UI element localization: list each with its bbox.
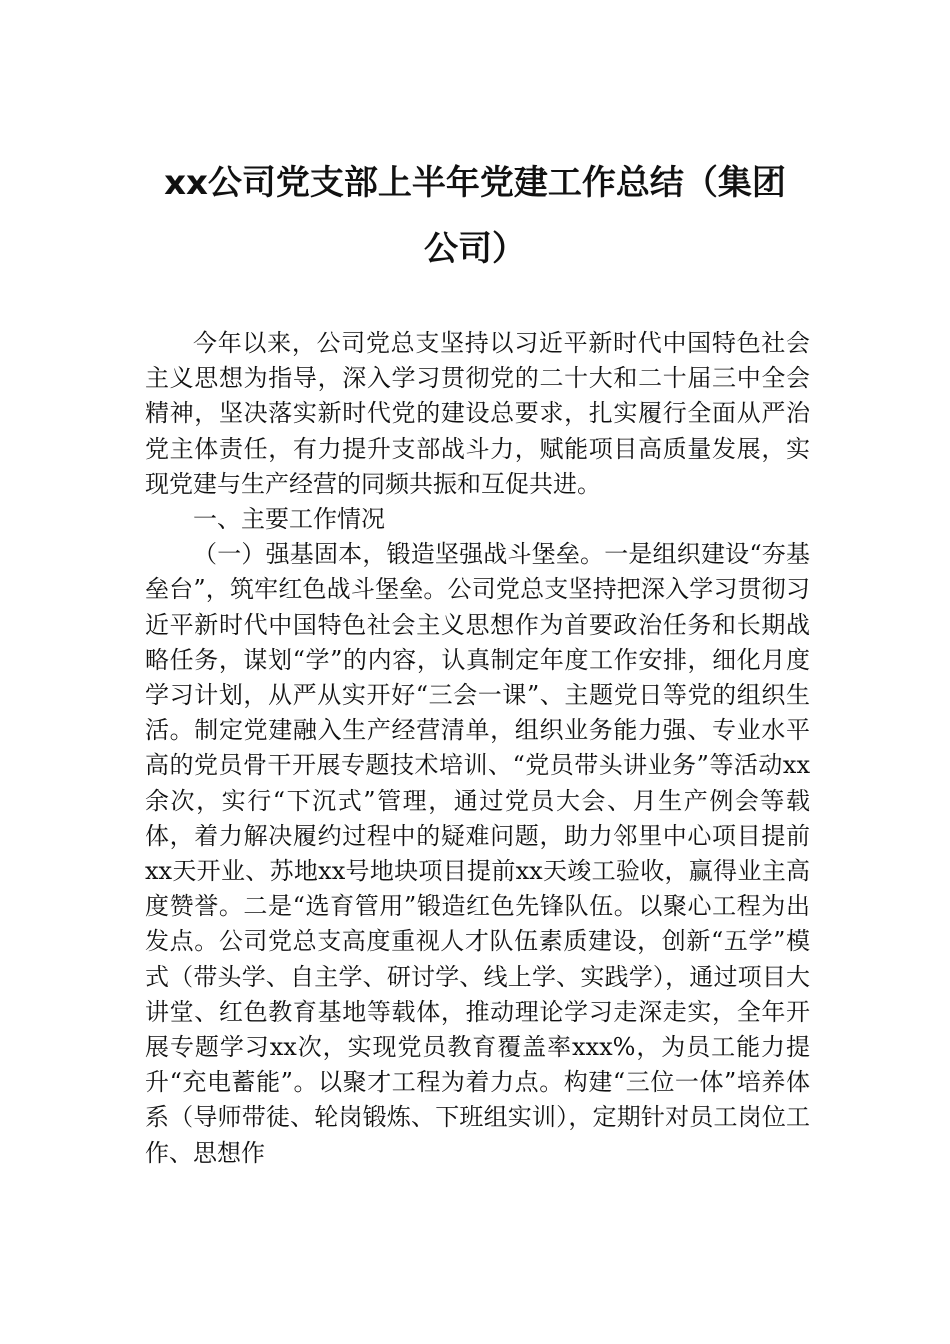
document-body [145, 326, 810, 1171]
title-line-2: 公司） [424, 229, 526, 269]
document-title [120, 150, 830, 282]
section-paragraph: （一）强基固本，锻造坚强战斗堡垒。一是组织建设“夯基垒台”，筑牢红色战斗堡垒。公司党总支坚持把深入学习贯彻习近平新时代中国特色社会主义思想作为首要政治任务和长期战略任务，谋划“学”的内容，认真制定年度工作安排，细化月度学习计划，从严从实开好“三会一课”、主题党日等党的组织生活。制定党建融入生产经营清单，组织业务能力强、专业水平高的党员骨干开展专题技术培训、“党员带头讲业务”等活动xx余次，实行“下沉式”管理，通过党员大会、月生产例会等载体，着力解决履约过程中的疑难问题，助力邻里中心项目提前xx天开业、苏地xx号地块项目提前xx天竣工验收，赢得业主高度赞誉。二是“选育管用”锻造红色先锋队伍。以聚心工程为出发点。公司党总支高度重视人才队伍素质建设，创新“五学”模式（带头学、自主学、研讨学、线上学、实践学），通过项目大讲堂、红色教育基地等载体，推动理论学习走深走实，全年开展专题学习xx次，实现党员教育覆盖率xxx%，为员工能力提升“充电蓄能”。以聚才工程为着力点。构建“三位一体”培养体系（导师带徒、轮岗锻炼、下班组实训），定期针对员工岗位工作、思想作 [145, 540, 810, 1167]
intro-paragraph: 今年以来，公司党总支坚持以习近平新时代中国特色社会主义思想为指导，深入学习贯彻党的二十大和二十届三中全会精神，坚决落实新时代党的建设总要求，扎实履行全面从严治党主体责任，有力提升支部战斗力，赋能项目高质量发展，实现党建与生产经营的同频共振和互促共进。 [145, 329, 810, 498]
section-heading: 一、主要工作情况 [193, 505, 385, 534]
title-line-1: xx公司党支部上半年党建工作总结（集团 [164, 163, 786, 203]
